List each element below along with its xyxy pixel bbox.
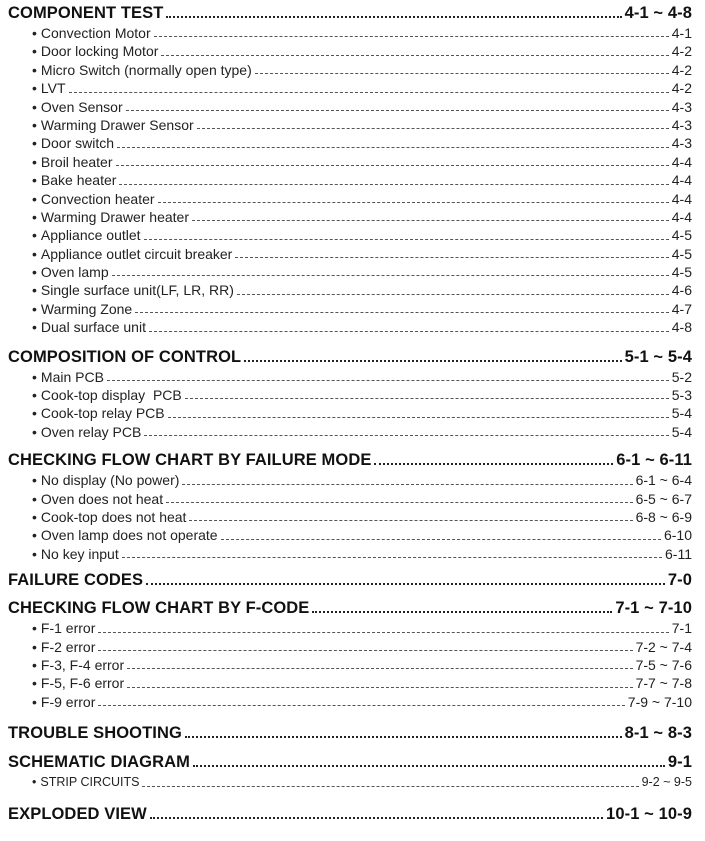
dash-leader (255, 61, 669, 79)
toc-entry[interactable] (8, 281, 692, 299)
toc-entry-label: Warming Zone (40, 300, 133, 317)
dash-leader (107, 368, 669, 386)
toc-entry-pages: 4-2 (671, 61, 692, 78)
bullet-icon: • (32, 264, 37, 281)
toc-entry-pages: 6-11 (665, 545, 692, 562)
toc-entry-label: F-9 error (40, 693, 96, 710)
toc-entry-label: Cook-top display PCB (40, 387, 182, 404)
toc-entry-label: Dual surface unit (40, 319, 146, 336)
dash-leader (185, 386, 669, 404)
toc-section (8, 2, 692, 337)
toc-entry[interactable] (8, 116, 692, 134)
dash-leader (161, 42, 668, 60)
toc-entry-pages: 4-2 (671, 43, 692, 60)
dash-leader (98, 619, 668, 637)
toc-heading-title: SCHEMATIC DIAGRAM (8, 753, 190, 772)
toc-entry-pages: 6-1 ~ 6-4 (635, 472, 692, 489)
toc-entry[interactable] (8, 153, 692, 171)
toc-heading-title: CHECKING FLOW CHART BY FAILURE MODE (8, 451, 372, 470)
toc-entry-pages: 5-2 (671, 368, 692, 385)
toc-entry-pages: 4-5 (671, 245, 692, 262)
toc-entry[interactable] (8, 171, 692, 189)
toc-section (8, 722, 692, 744)
dash-leader (126, 98, 669, 116)
toc-section (8, 751, 692, 791)
toc-entry-label: Cook-top does not heat (40, 508, 187, 525)
dot-leader (244, 346, 621, 368)
dash-leader (144, 226, 669, 244)
dash-leader (237, 281, 669, 299)
toc-heading-pages: 8-1 ~ 8-3 (624, 724, 692, 743)
toc-entry-label: Warming Drawer Sensor (40, 116, 194, 133)
toc-entry-pages: 4-8 (671, 319, 692, 336)
dash-leader (69, 79, 669, 97)
toc-entry[interactable] (8, 545, 692, 563)
bullet-icon: • (32, 208, 37, 225)
toc-entry-label: Door switch (40, 135, 115, 152)
dash-leader (127, 656, 632, 674)
toc-entry-pages: 7-9 ~ 7-10 (627, 693, 692, 710)
bullet-icon: • (32, 80, 37, 97)
toc-entry[interactable] (8, 300, 692, 318)
dot-leader (166, 2, 621, 24)
bullet-icon: • (32, 387, 37, 404)
toc-entry-pages: 4-5 (671, 264, 692, 281)
toc-entry-pages: 7-1 (671, 620, 692, 637)
dash-leader (158, 190, 669, 208)
toc-entry[interactable] (8, 42, 692, 60)
toc-entry-label: Warming Drawer heater (40, 208, 189, 225)
toc-entry-label: Convection Motor (40, 25, 151, 41)
dash-leader (166, 490, 632, 508)
bullet-icon: • (32, 116, 37, 133)
bullet-icon: • (32, 227, 37, 244)
bullet-icon: • (32, 245, 37, 262)
bullet-icon: • (32, 472, 37, 489)
toc-entry-label: Oven lamp (40, 264, 109, 281)
bullet-icon: • (32, 172, 37, 189)
bullet-icon: • (32, 423, 37, 440)
dot-leader (150, 803, 603, 825)
toc-entry[interactable] (8, 773, 692, 791)
toc-entry[interactable] (8, 423, 692, 441)
bullet-icon: • (32, 282, 37, 299)
dash-leader (142, 773, 638, 791)
toc-entry-pages: 4-4 (671, 153, 692, 170)
toc-entry-label: Convection heater (40, 190, 155, 207)
toc-entry-pages: 4-1 (671, 25, 692, 41)
toc-heading[interactable] (8, 751, 692, 773)
toc-entry-label: F-2 error (40, 638, 96, 655)
toc-entry-pages: 9-2 ~ 9-5 (641, 775, 692, 790)
dash-leader (98, 638, 632, 656)
bullet-icon: • (32, 300, 37, 317)
toc-entry-label: F-3, F-4 error (40, 656, 125, 673)
dash-leader (192, 208, 669, 226)
dash-leader (135, 300, 669, 318)
bullet-icon: • (32, 656, 37, 673)
dot-leader (193, 751, 665, 773)
toc-entry-label: F-1 error (40, 620, 96, 637)
dot-leader (185, 722, 622, 744)
bullet-icon: • (32, 490, 37, 507)
toc-entry-label: Appliance outlet (40, 227, 141, 244)
toc-section (8, 803, 692, 825)
toc-entry[interactable] (8, 526, 692, 544)
toc-entry-pages: 4-4 (671, 190, 692, 207)
toc-entry[interactable] (8, 79, 692, 97)
bullet-icon: • (32, 61, 37, 78)
bullet-icon: • (32, 527, 37, 544)
toc-entry[interactable] (8, 638, 692, 656)
toc-entry-label: No key input (40, 545, 119, 562)
toc-entry-pages: 4-6 (671, 282, 692, 299)
toc-heading-pages: 7-0 (667, 571, 692, 590)
toc-entry[interactable] (8, 263, 692, 281)
dash-leader (119, 171, 668, 189)
toc-entry[interactable] (8, 674, 692, 692)
dash-leader (127, 674, 632, 692)
toc-entry-label: Appliance outlet circuit breaker (40, 245, 233, 262)
toc-entry-label: STRIP CIRCUITS (40, 775, 140, 790)
dash-leader (221, 526, 661, 544)
dash-leader (122, 545, 662, 563)
toc-heading-title: CHECKING FLOW CHART BY F-CODE (8, 599, 310, 618)
dash-leader (182, 471, 632, 489)
toc-entry-pages: 7-5 ~ 7-6 (635, 656, 692, 673)
dash-leader (235, 245, 668, 263)
toc-heading[interactable] (8, 597, 692, 619)
bullet-icon: • (32, 368, 37, 385)
toc-entry-pages: 4-3 (671, 98, 692, 115)
toc-entry-pages: 4-3 (671, 116, 692, 133)
dash-leader (197, 116, 669, 134)
dash-leader (116, 153, 669, 171)
toc-heading[interactable] (8, 722, 692, 744)
dash-leader (98, 693, 624, 711)
toc-entry[interactable] (8, 226, 692, 244)
toc-heading[interactable] (8, 569, 692, 591)
toc-section (8, 346, 692, 442)
dash-leader (112, 263, 669, 281)
toc-entry-pages: 4-2 (671, 80, 692, 97)
toc-entry-pages: 5-3 (671, 387, 692, 404)
toc-entry-label: No display (No power) (40, 472, 180, 489)
bullet-icon: • (32, 190, 37, 207)
toc-entry-label: Cook-top relay PCB (40, 405, 165, 422)
toc-entry[interactable] (8, 404, 692, 422)
toc-entry-label: Main PCB (40, 368, 104, 385)
dash-leader (117, 134, 669, 152)
toc-entry[interactable] (8, 208, 692, 226)
dash-leader (189, 508, 632, 526)
dot-leader (146, 569, 665, 591)
toc-entry[interactable] (8, 490, 692, 508)
bullet-icon: • (32, 775, 37, 790)
toc-entry[interactable] (8, 134, 692, 152)
toc-entry[interactable] (8, 318, 692, 336)
toc-section (8, 597, 692, 711)
toc-heading-pages: 5-1 ~ 5-4 (624, 347, 692, 366)
toc-section (8, 569, 692, 591)
toc-entry-pages: 6-10 (663, 527, 692, 544)
toc-entry-label: Oven Sensor (40, 98, 123, 115)
bullet-icon: • (32, 25, 37, 41)
toc-entry-pages: 4-3 (671, 135, 692, 152)
toc-entry-label: F-5, F-6 error (40, 675, 125, 692)
bullet-icon: • (32, 153, 37, 170)
toc-heading-pages: 7-1 ~ 7-10 (615, 599, 692, 618)
toc-entry-pages: 6-5 ~ 6-7 (635, 490, 692, 507)
toc-entry-pages: 7-2 ~ 7-4 (635, 638, 692, 655)
toc-heading[interactable] (8, 449, 692, 471)
toc-entry-pages: 5-4 (671, 405, 692, 422)
toc-heading[interactable] (8, 346, 692, 368)
bullet-icon: • (32, 620, 37, 637)
toc-entry[interactable] (8, 693, 692, 711)
toc-entry-pages: 6-8 ~ 6-9 (635, 508, 692, 525)
toc-entry[interactable] (8, 619, 692, 637)
dash-leader (149, 318, 669, 336)
toc-heading-title: COMPONENT TEST (8, 4, 164, 22)
toc-entry-pages: 4-4 (671, 172, 692, 189)
toc-entry-label: LVT (40, 80, 66, 97)
bullet-icon: • (32, 545, 37, 562)
toc-entry[interactable] (8, 61, 692, 79)
toc-entry[interactable] (8, 368, 692, 386)
toc-entry-pages: 4-5 (671, 227, 692, 244)
toc-entry[interactable] (8, 245, 692, 263)
toc-heading-pages: 4-1 ~ 4-8 (624, 4, 692, 22)
toc-entry[interactable] (8, 24, 692, 42)
bullet-icon: • (32, 135, 37, 152)
toc-entry-pages: 5-4 (671, 423, 692, 440)
toc-entry[interactable] (8, 98, 692, 116)
toc-heading[interactable] (8, 2, 692, 24)
toc-entry-label: Oven relay PCB (40, 423, 142, 440)
toc-entry[interactable] (8, 471, 692, 489)
toc-section (8, 449, 692, 563)
toc-heading-pages: 6-1 ~ 6-11 (616, 451, 692, 470)
toc-heading-pages: 9-1 (667, 753, 692, 772)
toc-heading-title: TROUBLE SHOOTING (8, 724, 182, 743)
bullet-icon: • (32, 405, 37, 422)
toc-entry[interactable] (8, 656, 692, 674)
dot-leader (312, 597, 612, 619)
bullet-icon: • (32, 638, 37, 655)
bullet-icon: • (32, 693, 37, 710)
bullet-icon: • (32, 675, 37, 692)
toc-heading-pages: 10-1 ~ 10-9 (606, 804, 692, 823)
toc-heading-title: COMPOSITION OF CONTROL (8, 347, 242, 366)
toc-entry-label: Door locking Motor (40, 43, 159, 60)
toc-entry-label: Single surface unit(LF, LR, RR) (40, 282, 234, 299)
toc-heading[interactable] (8, 803, 692, 825)
toc-entry-label: Oven does not heat (40, 490, 164, 507)
toc-entry-label: Bake heater (40, 172, 117, 189)
dash-leader (168, 404, 669, 422)
toc-entry-label: Oven lamp does not operate (40, 527, 218, 544)
bullet-icon: • (32, 98, 37, 115)
dash-leader (144, 423, 668, 441)
toc-heading-title: FAILURE CODES (8, 571, 144, 590)
dot-leader (374, 449, 613, 471)
toc-entry[interactable] (8, 508, 692, 526)
bullet-icon: • (32, 508, 37, 525)
bullet-icon: • (32, 43, 37, 60)
table-of-contents (8, 0, 692, 825)
toc-entry-label: Broil heater (40, 153, 113, 170)
toc-entry-pages: 7-7 ~ 7-8 (635, 675, 692, 692)
toc-entry-pages: 4-7 (671, 300, 692, 317)
toc-entry-pages: 4-4 (671, 208, 692, 225)
toc-entry-label: Micro Switch (normally open type) (40, 61, 252, 78)
bullet-icon: • (32, 319, 37, 336)
toc-heading-title: EXPLODED VIEW (8, 804, 147, 823)
dash-leader (154, 24, 669, 42)
toc-entry[interactable] (8, 190, 692, 208)
toc-entry[interactable] (8, 386, 692, 404)
